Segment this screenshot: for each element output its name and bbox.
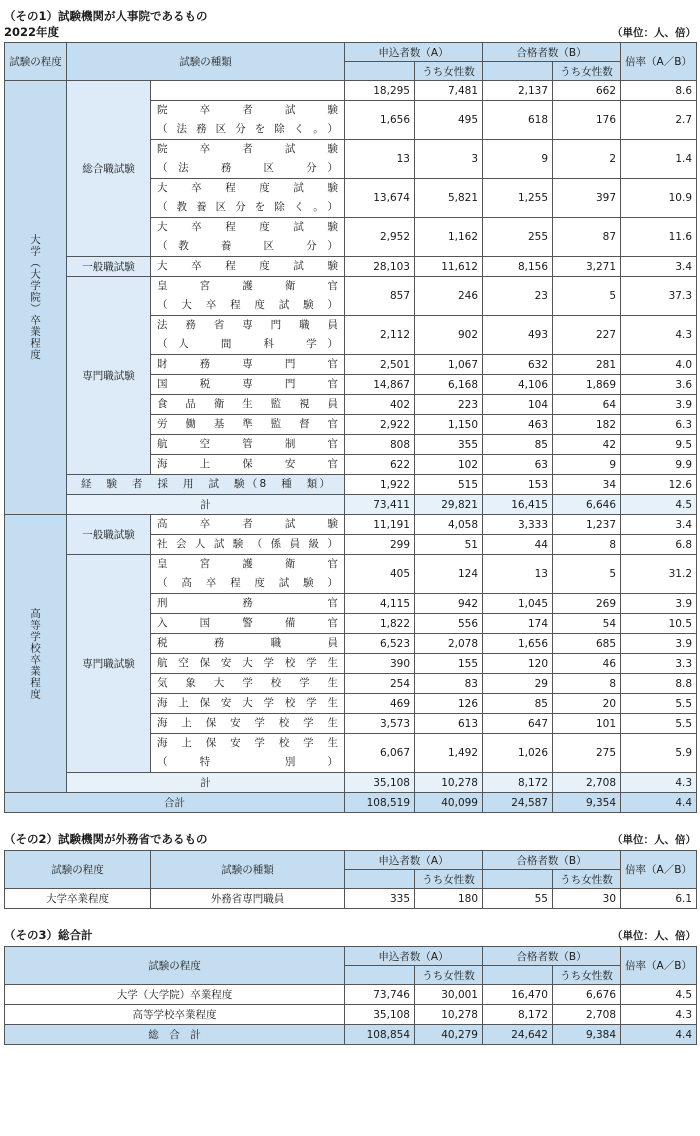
table-cell: 174 — [483, 614, 553, 634]
table-cell: 28,103 — [345, 257, 415, 277]
table-cell: 463 — [483, 415, 553, 435]
table-cell: 44 — [483, 535, 553, 555]
table-header-cell: うち女性数 — [415, 870, 483, 889]
table-cell: 16,415 — [483, 495, 553, 515]
table-cell: 10,278 — [415, 1005, 483, 1025]
table-cell: 大 卒 程 度 試 験 — [151, 257, 345, 277]
table-cell: 11,612 — [415, 257, 483, 277]
table-cell: 6,676 — [553, 985, 621, 1005]
table-cell: 経 験 者 採 用 試 験（8 種 類） — [67, 475, 345, 495]
header-level: 試験の程度 — [5, 43, 67, 81]
table-cell: 2,922 — [345, 415, 415, 435]
table-cell: 180 — [415, 889, 483, 909]
table1 — [4, 42, 697, 813]
table-cell: 3.9 — [621, 395, 697, 415]
table-cell: 124 — [415, 555, 483, 594]
table-cell: 613 — [415, 714, 483, 734]
table-cell: 4.3 — [621, 773, 697, 793]
table-cell: 9 — [553, 455, 621, 475]
table-cell: 30 — [553, 889, 621, 909]
table-cell: 4.4 — [621, 1025, 697, 1045]
table-cell: 1,255 — [483, 179, 553, 218]
table-cell: 1,045 — [483, 594, 553, 614]
table-cell: 24,587 — [483, 793, 553, 813]
table-cell: 40,279 — [415, 1025, 483, 1045]
cell-text: 大 卒 程 度 試 験 — [157, 182, 338, 194]
table-cell: 5,821 — [415, 179, 483, 218]
table-header-cell: うち女性数 — [415, 966, 483, 985]
header-ratio: 倍率（A／B） — [621, 43, 697, 81]
table-cell: 120 — [483, 654, 553, 674]
table-header-cell: 合格者数（B） — [483, 947, 621, 966]
table3 — [4, 946, 697, 1045]
table-cell: 857 — [345, 277, 415, 316]
table-cell: 3.9 — [621, 594, 697, 614]
table-cell: 高等学校卒業程度 — [5, 1005, 345, 1025]
table-cell: 64 — [553, 395, 621, 415]
table-cell: 6.8 — [621, 535, 697, 555]
table-cell: 6,523 — [345, 634, 415, 654]
table-cell: 6,067 — [345, 734, 415, 773]
subtotal-row — [5, 495, 697, 515]
table-cell: 556 — [415, 614, 483, 634]
table-cell: 5 — [553, 277, 621, 316]
cell-text: 皇 宮 護 衛 官 — [157, 280, 338, 292]
table-cell: 入 国 警 備 官 — [151, 614, 345, 634]
table-cell: 299 — [345, 535, 415, 555]
table-cell: 9,354 — [553, 793, 621, 813]
table-cell: 1,492 — [415, 734, 483, 773]
table-cell: 23 — [483, 277, 553, 316]
table-cell: 4.0 — [621, 355, 697, 375]
table-cell: 495 — [415, 101, 483, 140]
table-cell: 3 — [415, 140, 483, 179]
table-cell: 4,058 — [415, 515, 483, 535]
table-cell: 632 — [483, 355, 553, 375]
table-cell: 1,656 — [483, 634, 553, 654]
table-cell: 281 — [553, 355, 621, 375]
table-row — [5, 555, 697, 594]
table-cell: 40,099 — [415, 793, 483, 813]
table-header-cell: 試験の程度 — [5, 851, 151, 889]
table-cell: 397 — [553, 179, 621, 218]
cell-text: 法 務 省 専 門 職 員 — [157, 319, 338, 331]
table-cell: 8 — [553, 535, 621, 555]
table-cell — [151, 81, 345, 101]
table-cell: 662 — [553, 81, 621, 101]
table-row — [5, 985, 697, 1005]
table-cell: 30,001 — [415, 985, 483, 1005]
table-cell: 5.5 — [621, 694, 697, 714]
level-highschool: 高等学校卒業程度 — [5, 515, 67, 793]
table-cell: 808 — [345, 435, 415, 455]
table-cell: 54 — [553, 614, 621, 634]
table-cell: 335 — [345, 889, 415, 909]
table-cell: 8,172 — [483, 1005, 553, 1025]
table-cell: 1.4 — [621, 140, 697, 179]
table-cell: 34 — [553, 475, 621, 495]
section3-title: （その3）総合計 — [4, 928, 93, 942]
table-cell: 3.4 — [621, 515, 697, 535]
cell-text: （特 別） — [157, 756, 338, 768]
table-cell: 14,867 — [345, 375, 415, 395]
table-cell: 618 — [483, 101, 553, 140]
table-cell: 35,108 — [345, 773, 415, 793]
table-cell: 2,708 — [553, 773, 621, 793]
table-cell — [151, 101, 345, 140]
table-cell: 182 — [553, 415, 621, 435]
table-cell: 食 品 衛 生 監 視 員 — [151, 395, 345, 415]
table-cell: 大学（大学院）卒業程度 — [5, 985, 345, 1005]
category-senmon-high: 専門職試験 — [67, 555, 151, 773]
table-cell — [151, 218, 345, 257]
table-cell: 5.9 — [621, 734, 697, 773]
section1-header — [4, 8, 696, 24]
table-cell: 6,646 — [553, 495, 621, 515]
cell-text: （法 務 区 分） — [157, 162, 338, 174]
table-cell: 13 — [483, 555, 553, 594]
table-cell: 6,168 — [415, 375, 483, 395]
table-cell: 4.3 — [621, 1005, 697, 1025]
table-header-cell: 試験の程度 — [5, 947, 345, 985]
cell-text: （教 養 区 分） — [157, 240, 338, 252]
category-ippan-high: 一般職試験 — [67, 515, 151, 555]
table-cell: 102 — [415, 455, 483, 475]
table-cell: 2,112 — [345, 316, 415, 355]
table-cell: 126 — [415, 694, 483, 714]
table-cell: 275 — [553, 734, 621, 773]
category-senmon: 専門職試験 — [67, 277, 151, 475]
category-sogo: 総合職試験 — [67, 81, 151, 257]
table-cell: 622 — [345, 455, 415, 475]
table-cell: 493 — [483, 316, 553, 355]
table-cell: 55 — [483, 889, 553, 909]
table-cell: 2 — [553, 140, 621, 179]
table-cell: 3.9 — [621, 634, 697, 654]
table-cell: 73,411 — [345, 495, 415, 515]
table-cell: 5.5 — [621, 714, 697, 734]
table-cell: 3.4 — [621, 257, 697, 277]
table-cell: 大学卒業程度 — [5, 889, 151, 909]
table-row — [5, 81, 697, 101]
table-cell: 1,150 — [415, 415, 483, 435]
table-header-cell — [345, 966, 415, 985]
table-cell: 6.3 — [621, 415, 697, 435]
table-cell: 5 — [553, 555, 621, 594]
table-cell: 2.7 — [621, 101, 697, 140]
table-cell: 12.6 — [621, 475, 697, 495]
table-row — [5, 257, 697, 277]
table-cell: 6.1 — [621, 889, 697, 909]
table-cell: 254 — [345, 674, 415, 694]
cell-text: （高卒程度試験） — [157, 577, 338, 589]
section1-title: （その1）試験機関が人事院であるもの — [4, 9, 208, 23]
table-cell: 35,108 — [345, 1005, 415, 1025]
table-cell: 7,481 — [415, 81, 483, 101]
category-ippan: 一般職試験 — [67, 257, 151, 277]
table-cell: 63 — [483, 455, 553, 475]
table-cell: 153 — [483, 475, 553, 495]
section2-unit: （単位：人、倍） — [612, 834, 696, 846]
table-cell: 3,271 — [553, 257, 621, 277]
table-cell: 13,674 — [345, 179, 415, 218]
table-header-cell: 試験の種類 — [151, 851, 345, 889]
table-cell: 155 — [415, 654, 483, 674]
header-type: 試験の種類 — [67, 43, 345, 81]
table-cell: 51 — [415, 535, 483, 555]
cell-text: （教養区分を除く。） — [157, 201, 338, 213]
section1-unit: （単位：人、倍） — [612, 27, 696, 39]
table-cell: 合計 — [5, 793, 345, 813]
table-cell: 1,822 — [345, 614, 415, 634]
header-applicants: 申込者数（A） — [345, 43, 483, 62]
table-header-cell: うち女性数 — [553, 870, 621, 889]
total-row — [5, 793, 697, 813]
table-cell: 9,384 — [553, 1025, 621, 1045]
table-cell — [151, 734, 345, 773]
table-header-cell — [345, 62, 415, 81]
table-cell: 1,656 — [345, 101, 415, 140]
table-cell: 20 — [553, 694, 621, 714]
table-cell: 航 空 管 制 官 — [151, 435, 345, 455]
table-header-cell: 合格者数（B） — [483, 851, 621, 870]
table-cell: 8.8 — [621, 674, 697, 694]
table-cell: 11.6 — [621, 218, 697, 257]
table-cell: 8,156 — [483, 257, 553, 277]
table-cell: 2,137 — [483, 81, 553, 101]
table-cell: 647 — [483, 714, 553, 734]
table-cell: 海 上 保 安 学 校 学 生 — [151, 714, 345, 734]
table-cell: 942 — [415, 594, 483, 614]
table-cell: 4.3 — [621, 316, 697, 355]
table-cell: 176 — [553, 101, 621, 140]
table-cell: 10.9 — [621, 179, 697, 218]
table-header-cell: 倍率（A／B） — [621, 851, 697, 889]
table-cell: 8.6 — [621, 81, 697, 101]
table-cell: 73,746 — [345, 985, 415, 1005]
table-row — [5, 889, 697, 909]
table-cell: 2,078 — [415, 634, 483, 654]
table-cell: 3.6 — [621, 375, 697, 395]
table-cell: 355 — [415, 435, 483, 455]
table-cell: 255 — [483, 218, 553, 257]
table-header-cell — [483, 62, 553, 81]
table-row — [5, 475, 697, 495]
table-cell: 労 働 基 準 監 督 官 — [151, 415, 345, 435]
table-cell: 9 — [483, 140, 553, 179]
table-cell: 1,026 — [483, 734, 553, 773]
table-header-cell — [345, 870, 415, 889]
table-row — [5, 515, 697, 535]
subtotal-row — [5, 773, 697, 793]
table-cell: 8 — [553, 674, 621, 694]
table-cell: 108,854 — [345, 1025, 415, 1045]
table-cell — [151, 140, 345, 179]
cell-text: （大卒程度試験） — [157, 299, 338, 311]
table-cell — [151, 316, 345, 355]
table-cell: 10,278 — [415, 773, 483, 793]
table-cell: 29 — [483, 674, 553, 694]
table-cell: 108,519 — [345, 793, 415, 813]
table-cell: 刑 務 官 — [151, 594, 345, 614]
table-cell: 高 卒 者 試 験 — [151, 515, 345, 535]
table-cell: 24,642 — [483, 1025, 553, 1045]
table-cell: 1,869 — [553, 375, 621, 395]
table-header-cell: 申込者数（A） — [345, 947, 483, 966]
table-cell: 246 — [415, 277, 483, 316]
header-applicants-female: うち女性数 — [415, 62, 483, 81]
table-cell: 海 上 保 安 官 — [151, 455, 345, 475]
section3-unit: （単位：人、倍） — [612, 930, 696, 942]
table-cell: 83 — [415, 674, 483, 694]
cell-text: 皇 宮 護 衛 官 — [157, 558, 338, 570]
table-header-cell — [483, 966, 553, 985]
table-cell: 気 象 大 学 校 学 生 — [151, 674, 345, 694]
table-cell: 外務省専門職員 — [151, 889, 345, 909]
table-cell: 101 — [553, 714, 621, 734]
table-header-cell: 申込者数（A） — [345, 851, 483, 870]
table-cell: 405 — [345, 555, 415, 594]
table-cell: 227 — [553, 316, 621, 355]
table-cell: 8,172 — [483, 773, 553, 793]
table-header-cell: 倍率（A／B） — [621, 947, 697, 985]
table-cell: 390 — [345, 654, 415, 674]
table-cell: 16,470 — [483, 985, 553, 1005]
section2-header — [4, 831, 696, 847]
table-cell: 515 — [415, 475, 483, 495]
cell-text: 院 卒 者 試 験 — [157, 104, 338, 116]
table-cell: 223 — [415, 395, 483, 415]
table-cell: 2,708 — [553, 1005, 621, 1025]
table-cell: 4.5 — [621, 495, 697, 515]
table-row — [5, 277, 697, 316]
table-cell: 104 — [483, 395, 553, 415]
table-cell — [151, 555, 345, 594]
cell-text: 大 卒 程 度 試 験 — [157, 221, 338, 233]
table-cell: 85 — [483, 435, 553, 455]
table-cell: 3,333 — [483, 515, 553, 535]
table-cell: 3,573 — [345, 714, 415, 734]
table-cell: 1,162 — [415, 218, 483, 257]
section1-subheader — [4, 24, 696, 40]
table-cell: 37.3 — [621, 277, 697, 316]
table-cell: 87 — [553, 218, 621, 257]
level-university: 大学（大学院）卒業程度 — [5, 81, 67, 515]
table-cell: 航空保安大学校学生 — [151, 654, 345, 674]
table-cell: 2,501 — [345, 355, 415, 375]
table-cell: 11,191 — [345, 515, 415, 535]
header-passers: 合格者数（B） — [483, 43, 621, 62]
table-cell: 13 — [345, 140, 415, 179]
table-header-cell: うち女性数 — [553, 966, 621, 985]
table-cell: 42 — [553, 435, 621, 455]
table-cell: 902 — [415, 316, 483, 355]
table-cell: 計 — [67, 773, 345, 793]
table-cell: 税 務 職 員 — [151, 634, 345, 654]
cell-text: 院 卒 者 試 験 — [157, 143, 338, 155]
table-cell: 402 — [345, 395, 415, 415]
table-cell: 社会人試験（係員級） — [151, 535, 345, 555]
table-cell: 1,922 — [345, 475, 415, 495]
table2 — [4, 850, 697, 909]
table-cell: 29,821 — [415, 495, 483, 515]
page — [4, 8, 696, 1045]
table-cell: 国 税 専 門 官 — [151, 375, 345, 395]
table-cell: 1,237 — [553, 515, 621, 535]
cell-text: 海 上 保 安 学 校 学 生 — [157, 737, 338, 749]
table-cell: 財 務 専 門 官 — [151, 355, 345, 375]
table-cell — [151, 277, 345, 316]
table-cell: 総 合 計 — [5, 1025, 345, 1045]
table-cell: 469 — [345, 694, 415, 714]
table-cell: 9.5 — [621, 435, 697, 455]
table-cell — [151, 179, 345, 218]
table-cell: 85 — [483, 694, 553, 714]
table-cell: 4.5 — [621, 985, 697, 1005]
total-row — [5, 1025, 697, 1045]
table-cell: 2,952 — [345, 218, 415, 257]
cell-text: （法務区分を除く。） — [157, 123, 338, 135]
table-row — [5, 1005, 697, 1025]
table-cell: 4,115 — [345, 594, 415, 614]
table-cell: 18,295 — [345, 81, 415, 101]
table-cell: 4,106 — [483, 375, 553, 395]
table-header-cell — [483, 870, 553, 889]
table-cell: 269 — [553, 594, 621, 614]
table-cell: 4.4 — [621, 793, 697, 813]
table-cell: 9.9 — [621, 455, 697, 475]
table-cell: 31.2 — [621, 555, 697, 594]
table-cell: 46 — [553, 654, 621, 674]
section1-year: 2022年度 — [4, 25, 60, 39]
header-passers-female: うち女性数 — [553, 62, 621, 81]
table-cell: 計 — [67, 495, 345, 515]
section3-header — [4, 927, 696, 943]
cell-text: （人 間 科 学） — [157, 338, 338, 350]
table-cell: 10.5 — [621, 614, 697, 634]
section2-title: （その2）試験機関が外務省であるもの — [4, 832, 208, 846]
table-cell: 685 — [553, 634, 621, 654]
table-cell: 1,067 — [415, 355, 483, 375]
table-cell: 3.3 — [621, 654, 697, 674]
table-cell: 海上保安大学校学生 — [151, 694, 345, 714]
